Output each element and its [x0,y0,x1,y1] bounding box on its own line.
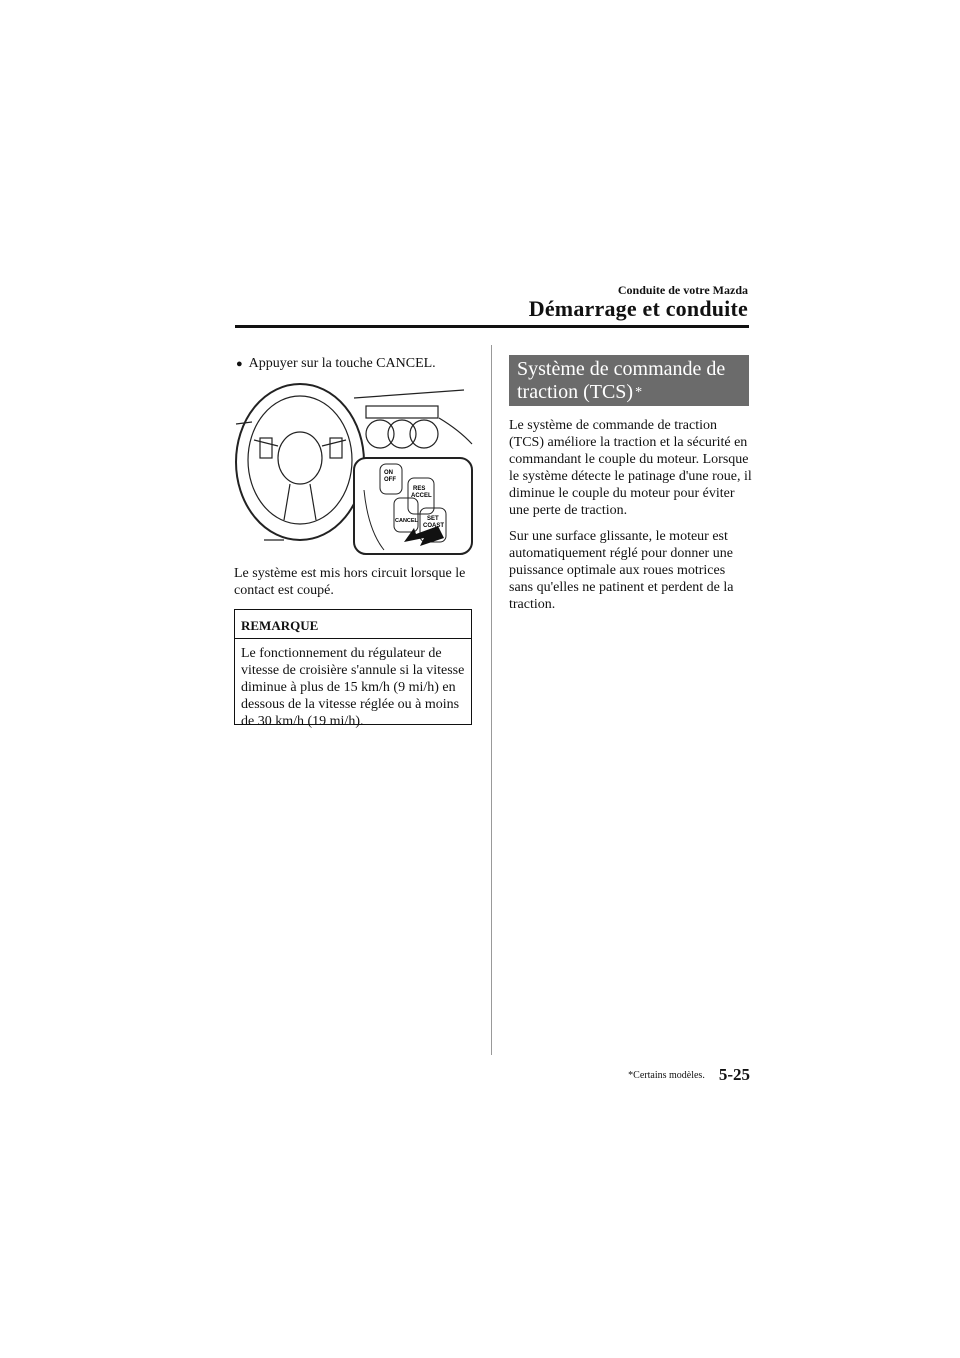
right-paragraph-2: Sur une surface glissante, le moteur est automatiquement réglé pour donner une puissance optimale aux roues motrices sans qu'elles ne patinent et perdent de la traction. [509,529,734,612]
accel-label: ACCEL [411,493,432,499]
section-heading-bar [509,355,749,406]
left-paragraph: Le système est mis hors circuit lorsque le contact est coupé. [234,566,466,598]
res-label: RES [413,486,426,492]
page-number: 5-25 [718,1065,750,1084]
column-divider [491,345,492,1055]
bullet-text: Appuyer sur la touche CANCEL. [248,356,436,371]
note-separator [235,638,471,639]
cancel-label: CANCEL [395,518,418,524]
coast-label: COAST [423,523,444,529]
page-footer [628,1065,750,1085]
steering-wheel-illustration [234,380,474,558]
asterisk-icon: * [635,385,643,400]
off-label: OFF [384,477,396,483]
footnote: *Certains modèles. [628,1070,705,1081]
note-text: Le fonctionnement du régulateur de vitesse de croisière s'annule si la vitesse diminue à plus de 15 km/h (9 mi/h) en dessous de la vitesse réglée ou à moins de 30 km/h (19 mi/h). [241,646,465,729]
section-title [517,358,749,404]
note-box [234,609,472,729]
chapter-subtitle: Conduite de votre Mazda [617,283,748,297]
set-label: SET [427,516,439,522]
bullet-item [236,355,436,373]
on-label: ON [384,470,393,476]
right-paragraph-1: Le système de commande de traction (TCS) améliore la traction et la sécurité en commandant le couple du moteur. Lorsque le système détecte le patinage d'une roue, il diminue le couple du moteur pour éviter une perte de traction. [509,418,752,518]
bullet-dot-icon: ● [236,358,243,370]
header-rule [235,325,749,328]
section-title-text: Système de commande de traction (TCS) [517,358,726,403]
chapter-title: Démarrage et conduite [528,296,748,321]
note-title: REMARQUE [241,618,319,633]
